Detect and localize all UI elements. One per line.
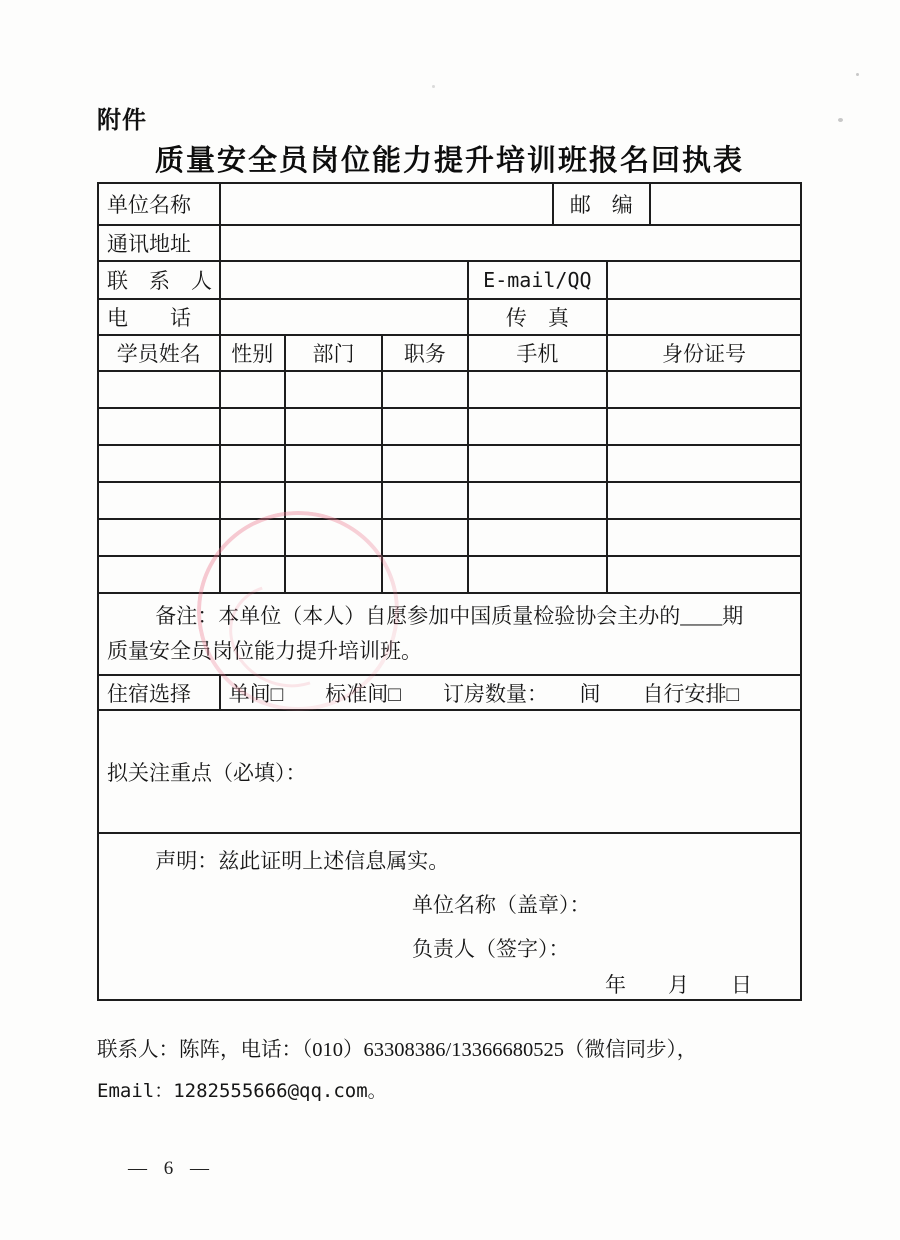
student-empty-cell: [285, 556, 382, 593]
student-empty-cell: [468, 408, 607, 445]
declaration-signer: 负责人（签字）：: [412, 937, 570, 961]
student-empty-rows: [98, 371, 801, 593]
student-empty-cell: [285, 408, 382, 445]
student-empty-cell: [220, 482, 285, 519]
student-empty-row: [98, 556, 801, 593]
remark-cell: [98, 593, 801, 675]
student-empty-cell: [285, 482, 382, 519]
students-header-row: [98, 335, 801, 371]
form-tail-rows: [98, 593, 801, 1000]
student-empty-cell: [98, 408, 220, 445]
declaration-unit-seal: 单位名称（盖章）：: [412, 893, 591, 917]
footer-contact-block: [97, 1030, 817, 1112]
student-empty-cell: [607, 408, 801, 445]
student-empty-row: [98, 445, 801, 482]
student-empty-row: [98, 519, 801, 556]
phone-field: [220, 299, 468, 335]
remark-row: [98, 593, 801, 675]
student-empty-cell: [607, 482, 801, 519]
fax-field: [607, 299, 801, 335]
declaration-cell: [98, 833, 801, 1000]
col-header-id-number: 身份证号: [607, 335, 801, 371]
student-empty-cell: [382, 445, 468, 482]
student-empty-cell: [607, 519, 801, 556]
declaration-date: 年 月 日: [605, 973, 752, 997]
col-header-mobile: 手机: [468, 335, 607, 371]
unit-name-label: 单位名称: [98, 183, 220, 225]
remark-line2: 质量安全员岗位能力提升培训班。: [107, 639, 422, 663]
remark-line1: 备注：本单位（本人）自愿参加中国质量检验协会主办的____期: [155, 604, 744, 628]
contact-label: 联 系 人: [98, 261, 220, 299]
student-empty-cell: [220, 519, 285, 556]
student-empty-cell: [607, 556, 801, 593]
scan-artifact-speck: [432, 85, 435, 88]
col-header-position: 职务: [382, 335, 468, 371]
student-empty-cell: [382, 371, 468, 408]
col-header-gender: 性别: [220, 335, 285, 371]
student-empty-cell: [220, 408, 285, 445]
email-qq-field: [607, 261, 801, 299]
student-empty-cell: [382, 519, 468, 556]
student-empty-cell: [468, 556, 607, 593]
footer-contact-line: 联系人：陈阵，电话：（010）63308386/13366680525（微信同步），: [97, 1039, 698, 1061]
student-empty-cell: [607, 371, 801, 408]
form-head-rows: [98, 183, 801, 371]
student-empty-cell: [382, 482, 468, 519]
student-empty-cell: [98, 445, 220, 482]
student-empty-cell: [98, 482, 220, 519]
student-empty-cell: [468, 445, 607, 482]
student-empty-cell: [220, 556, 285, 593]
student-empty-cell: [468, 482, 607, 519]
address-field: [220, 225, 801, 261]
email-qq-label: E-mail/QQ: [468, 261, 607, 299]
unit-name-field: [220, 183, 553, 225]
student-empty-cell: [285, 371, 382, 408]
student-empty-row: [98, 371, 801, 408]
focus-row: [98, 710, 801, 833]
phone-label: 电 话: [98, 299, 220, 335]
footer-email-line: Email：1282555666@qq.com。: [97, 1080, 387, 1102]
student-empty-cell: [98, 371, 220, 408]
student-empty-row: [98, 408, 801, 445]
declaration-row: [98, 833, 801, 1000]
col-header-department: 部门: [285, 335, 382, 371]
page-number: — 6 —: [128, 1158, 215, 1179]
phone-row: [98, 299, 801, 335]
contact-row: [98, 261, 801, 299]
postcode-field: [650, 183, 801, 225]
student-empty-cell: [607, 445, 801, 482]
student-empty-cell: [285, 519, 382, 556]
fax-label: 传 真: [468, 299, 607, 335]
postcode-label: 邮 编: [553, 183, 650, 225]
unit-name-row: [98, 183, 801, 225]
scan-artifact-speck: [838, 118, 843, 122]
address-label: 通讯地址: [98, 225, 220, 261]
registration-table: [97, 182, 802, 1001]
student-empty-cell: [98, 556, 220, 593]
student-empty-cell: [98, 519, 220, 556]
accommodation-row: [98, 675, 801, 710]
accommodation-options: 单间□ 标准间□ 订房数量： 间 自行安排□: [220, 675, 801, 710]
student-empty-cell: [468, 519, 607, 556]
student-empty-cell: [468, 371, 607, 408]
student-empty-cell: [382, 556, 468, 593]
student-empty-cell: [220, 371, 285, 408]
col-header-student-name: 学员姓名: [98, 335, 220, 371]
student-empty-cell: [285, 445, 382, 482]
focus-cell: 拟关注重点（必填）：: [98, 710, 801, 833]
student-empty-cell: [382, 408, 468, 445]
page-title: 质量安全员岗位能力提升培训班报名回执表: [154, 145, 744, 177]
student-empty-cell: [220, 445, 285, 482]
accommodation-label: 住宿选择: [98, 675, 220, 710]
address-row: [98, 225, 801, 261]
attachment-label: 附件: [97, 107, 147, 134]
scan-artifact-speck: [856, 73, 859, 76]
declaration-statement: 声明：兹此证明上述信息属实。: [155, 849, 450, 873]
student-empty-row: [98, 482, 801, 519]
contact-field: [220, 261, 468, 299]
